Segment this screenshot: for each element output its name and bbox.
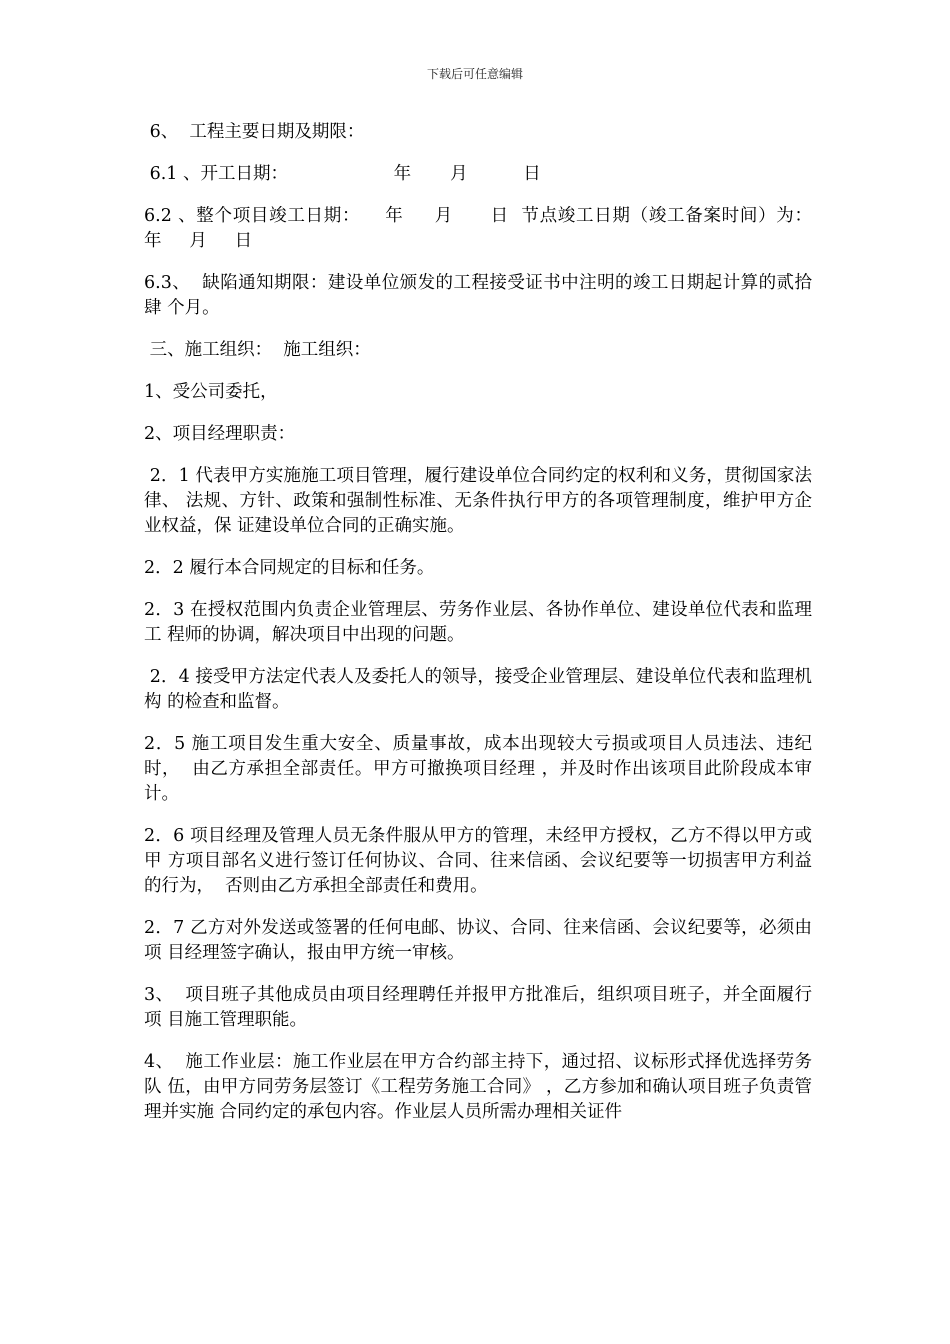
clause-6-2-completion-date: 6.2 、整个项目竣工日期： 年 月 日 节点竣工日期（竣工备案时间）为： 年 月 日 [144, 206, 840, 251]
clause-6-3-defect-period: 6.3、 缺陷通知期限：建设单位颁发的工程接受证书中注明的竣工日期起计算的贰拾肆 个月。 [144, 273, 812, 318]
header-note: 下载后可任意编辑 [426, 67, 523, 81]
clause-2-3: 2．3 在授权范围内负责企业管理层、劳务作业层、各协作单位、建设单位代表和监理工 程师的协调，解决项目中出现的问题。 [144, 600, 812, 645]
clause-2-1: 2．1 代表甲方实施施工项目管理，履行建设单位合同约定的权利和义务，贯彻国家法律、 法规、方针、政策和强制性标准、无条件执行甲方的各项管理制度，维护甲方企业权益，保 证建设单位合同的正确实施。 [144, 466, 812, 536]
clause-2-2: 2．2 履行本合同规定的目标和任务。 [144, 558, 435, 578]
section-3-heading: 三、施工组织： 施工组织： [144, 340, 371, 360]
clause-2-6: 2．6 项目经理及管理人员无条件服从甲方的管理，未经甲方授权，乙方不得以甲方或甲 方项目部名义进行签订任何协议、合同、往来信函、会议纪要等一切损害甲方利益的行为， 否则由乙方承担全部责任和费用。 [144, 826, 812, 896]
document-body [144, 120, 840, 1142]
item-1: 1、受公司委托， [144, 382, 278, 402]
item-4: 4、 施工作业层：施工作业层在甲方合约部主持下，通过招、议标形式择优选择劳务队 伍，由甲方同劳务层签订《工程劳务施工合同》 ，乙方参加和确认项目班子负责管理并实施 合同约定的承包内容。作业层人员所需办理相关证件 [144, 1052, 812, 1122]
clause-2-4: 2．4 接受甲方法定代表人及委托人的领导，接受企业管理层、建设单位代表和监理机构 的检查和监督。 [144, 667, 812, 712]
clause-2-5: 2．5 施工项目发生重大安全、质量事故，成本出现较大亏损或项目人员违法、违纪时， 由乙方承担全部责任。甲方可撤换项目经理 ，并及时作出该项目此阶段成本审计。 [144, 734, 812, 804]
clause-6-1-start-date: 6.1 、开工日期： 年 月 日 [144, 164, 541, 184]
item-3: 3、 项目班子其他成员由项目经理聘任并报甲方批准后，组织项目班子，并全面履行项 目施工管理职能。 [144, 985, 812, 1030]
clause-2-7: 2．7 乙方对外发送或签署的任何电邮、协议、合同、往来信函、会议纪要等，必须由项 目经理签字确认，报由甲方统一审核。 [144, 918, 812, 963]
item-2-heading: 2、项目经理职责： [144, 424, 296, 444]
section-6-heading: 6、 工程主要日期及期限： [144, 122, 365, 142]
